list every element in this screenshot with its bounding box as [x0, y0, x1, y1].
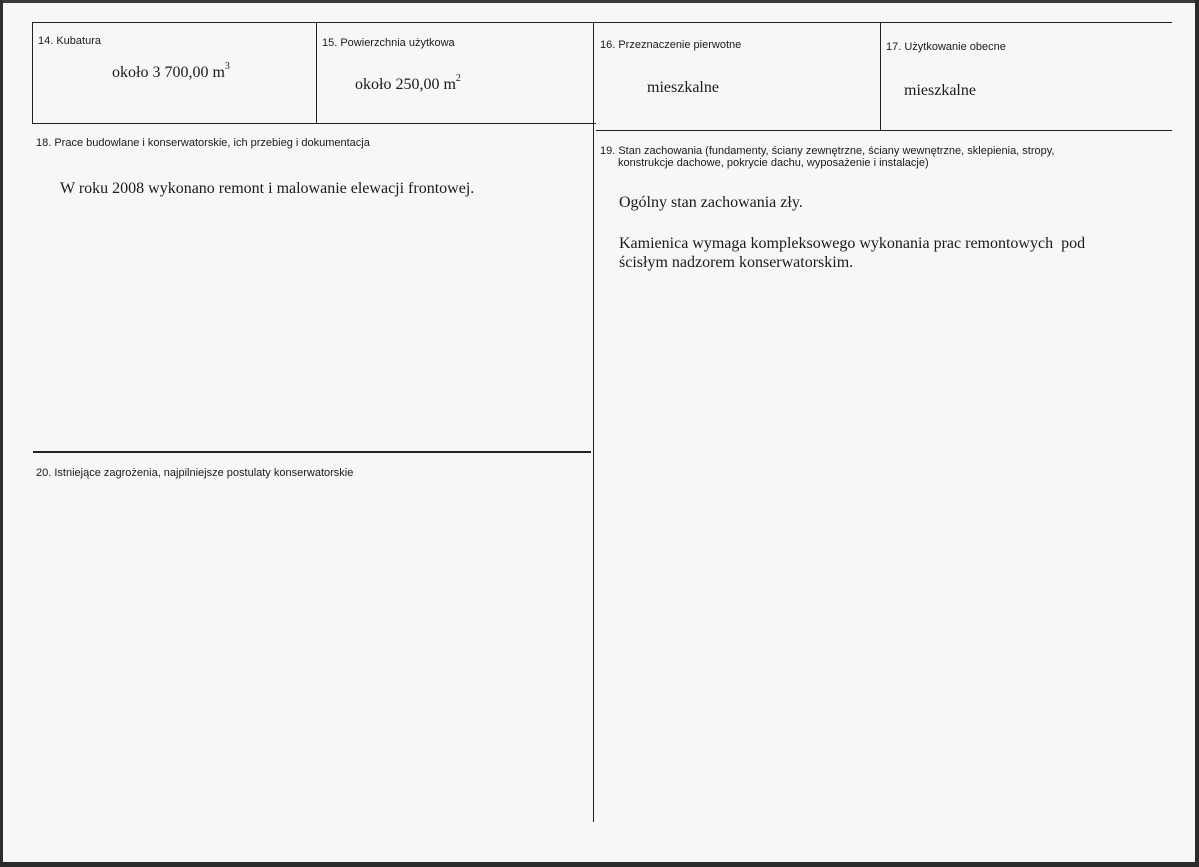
section18-bottom-rule — [33, 451, 591, 453]
scan-border-bottom — [0, 862, 1199, 867]
field-14-value — [112, 61, 230, 82]
field-15-value-text: około 250,00 m — [355, 76, 456, 93]
field-19-label-line1: 19. Stan zachowania (fundamenty, ściany zewnętrzne, ściany wewnętrzne, sklepienia, stropy, — [600, 145, 1055, 157]
field-16-label: 16. Przeznaczenie pierwotne — [600, 39, 742, 51]
divider-16-17 — [880, 22, 881, 130]
field-19-paragraph-1: Ogólny stan zachowania zły. — [619, 194, 803, 211]
scan-border-top — [0, 0, 1199, 3]
field-14-label: 14. Kubatura — [38, 35, 101, 47]
field-16-value: mieszkalne — [647, 79, 719, 96]
field-19-paragraph-2-line1: Kamienica wymaga kompleksowego wykonania prac remontowych pod — [619, 235, 1086, 252]
top-rule — [33, 22, 1172, 23]
scan-border-right — [1195, 0, 1199, 867]
field-17-value: mieszkalne — [904, 82, 976, 99]
field-14-value-text: około 3 700,00 m — [112, 64, 225, 81]
field-15-unit-exponent: 2 — [455, 73, 461, 84]
divider-14-15 — [316, 22, 317, 123]
field-19-paragraph-2-line2: ścisłym nadzorem konserwatorskim. — [619, 254, 854, 271]
row1-bottom-rule-right — [596, 130, 1172, 131]
field-17-label: 17. Użytkowanie obecne — [886, 41, 1006, 53]
scan-border-left — [0, 0, 3, 867]
center-divider — [593, 22, 594, 822]
field-19-paragraph-2 — [619, 234, 1085, 272]
field-15-value — [355, 73, 461, 94]
field-20-label: 20. Istniejące zagrożenia, najpilniejsze postulaty konserwatorskie — [36, 467, 354, 479]
row1-bottom-rule — [33, 123, 596, 124]
field-19-label-line2: konstrukcje dachowe, pokrycie dachu, wyposażenie i instalacje) — [618, 157, 929, 169]
field-15-label: 15. Powierzchnia użytkowa — [322, 37, 455, 49]
left-border — [32, 22, 33, 124]
field-18-value: W roku 2008 wykonano remont i malowanie elewacji frontowej. — [60, 180, 475, 197]
field-14-unit-exponent: 3 — [224, 61, 230, 72]
field-18-label: 18. Prace budowlane i konserwatorskie, ich przebieg i dokumentacja — [36, 137, 370, 149]
